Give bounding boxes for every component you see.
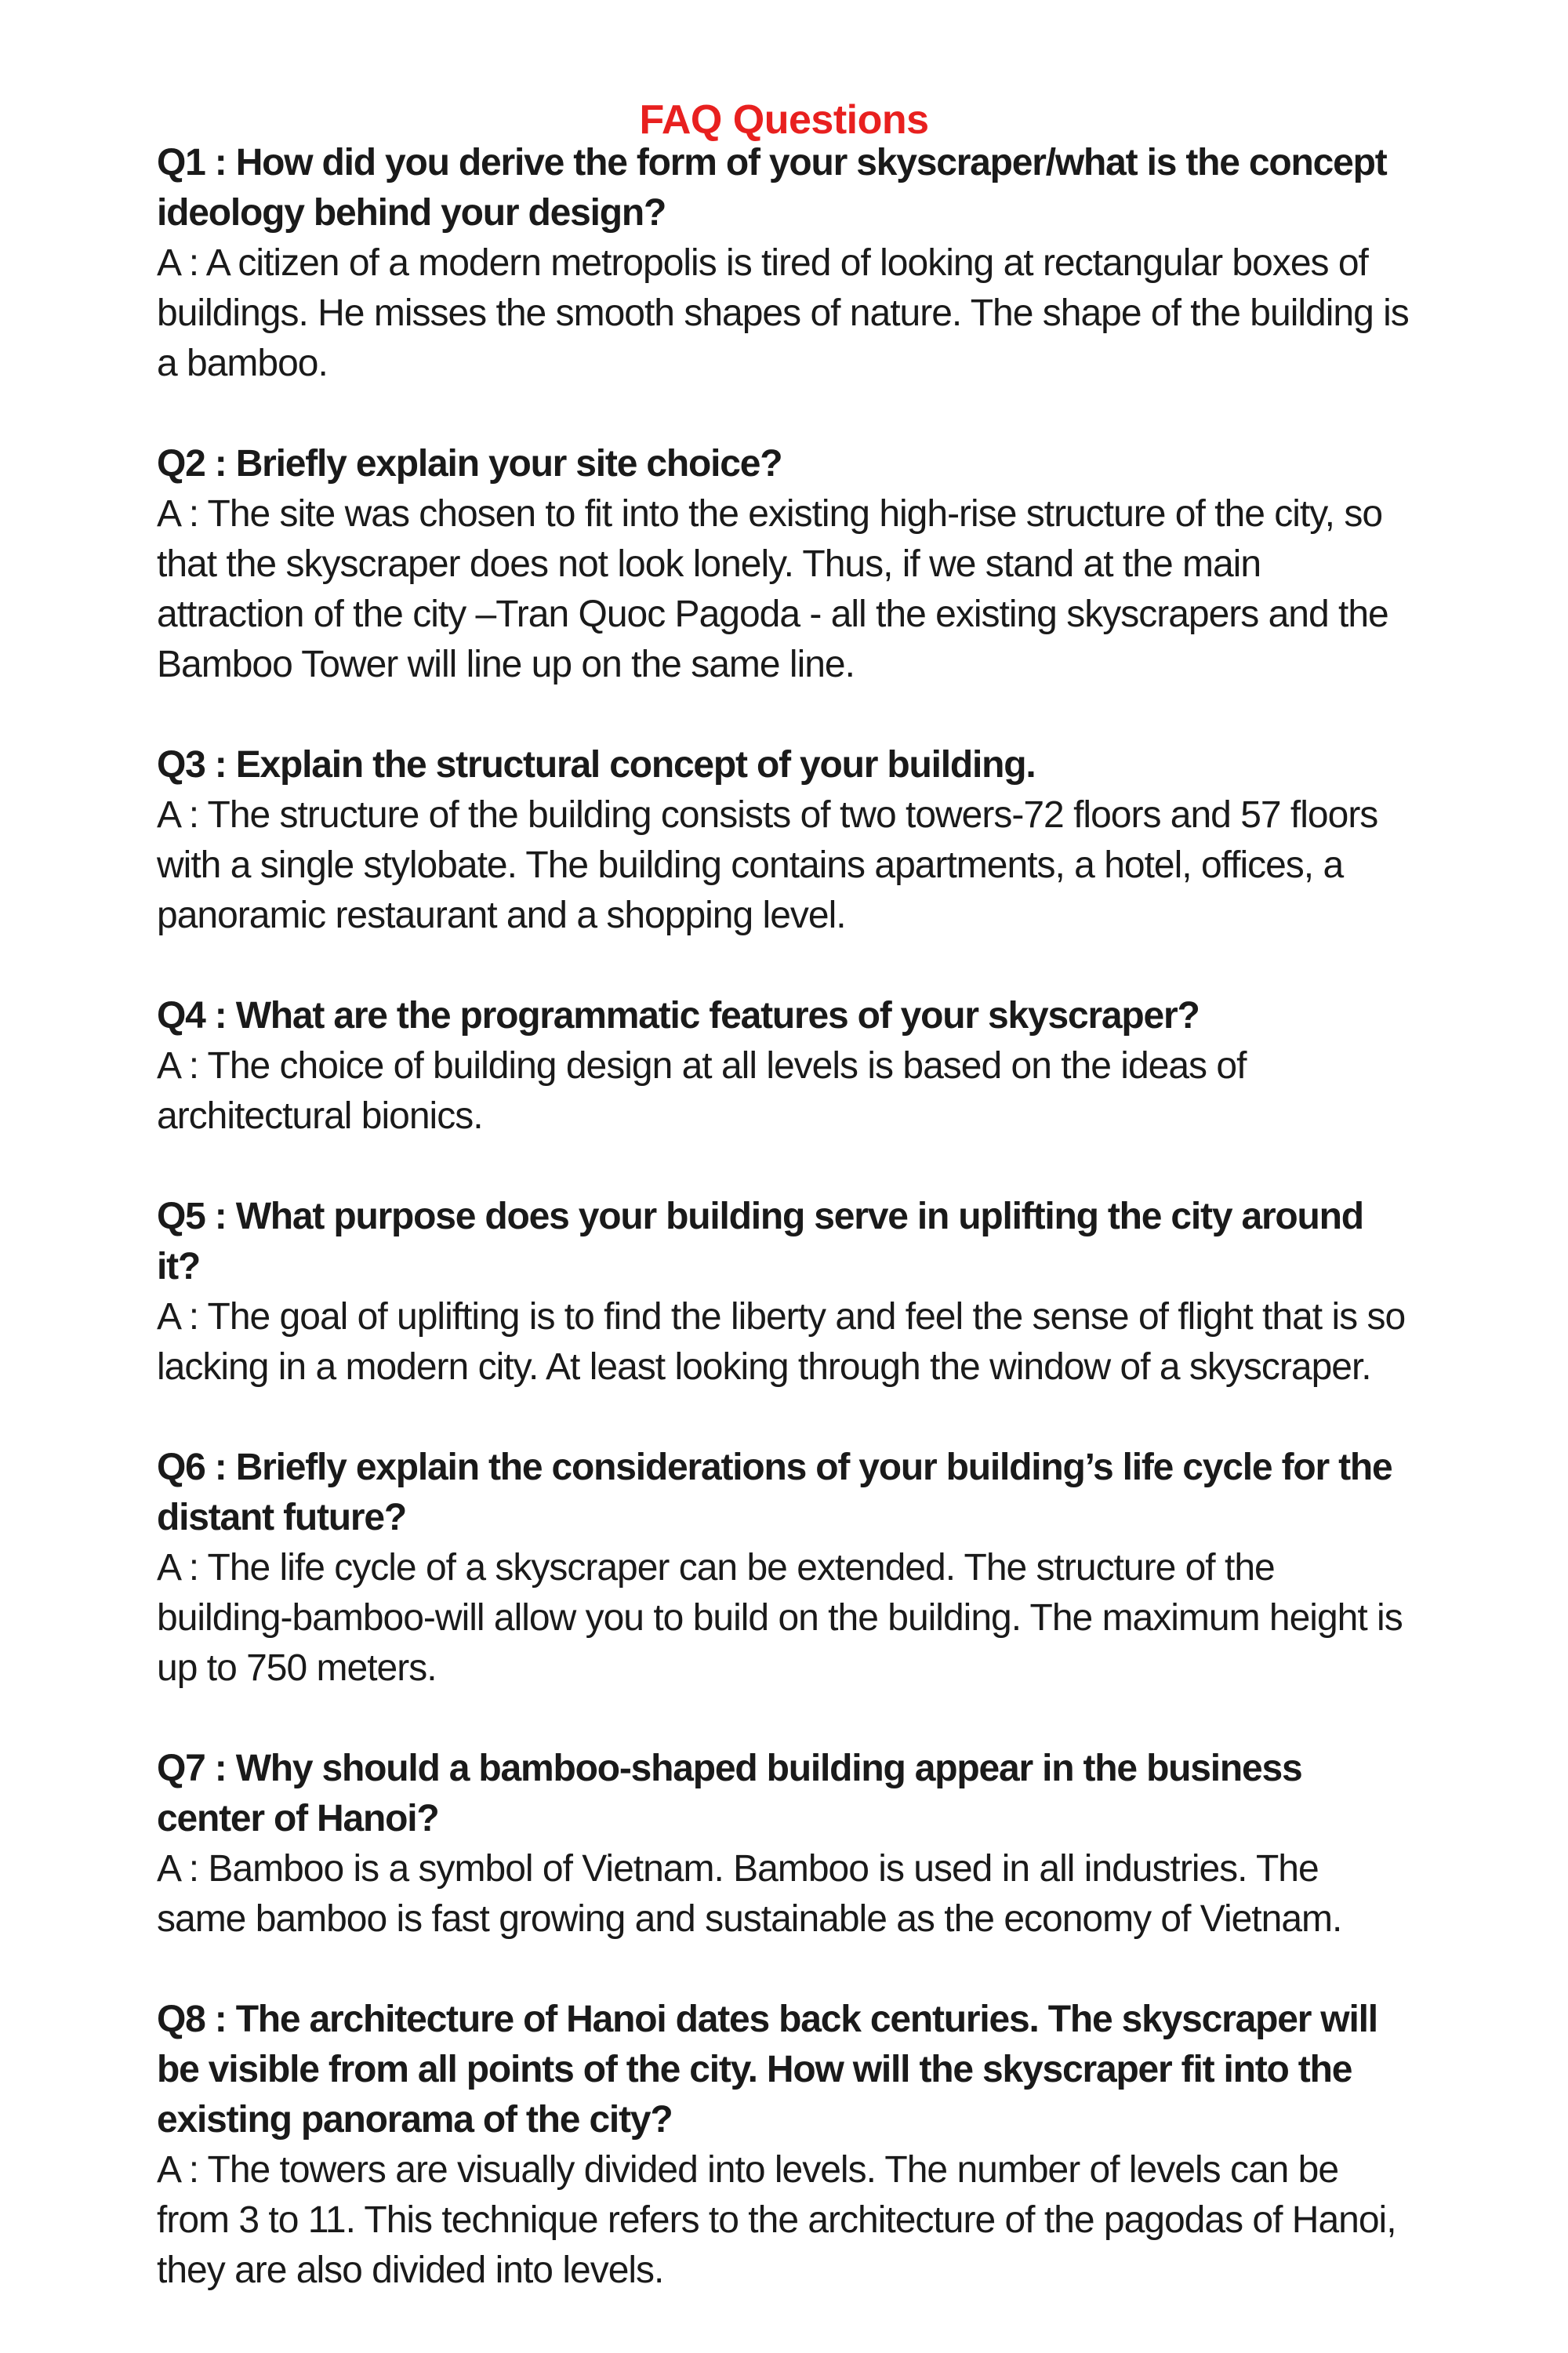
page-title: FAQ Questions — [639, 96, 929, 143]
faq-answer-6: A : The life cycle of a skyscraper can be extended. The structure of the building-bamboo-will allow you to build on the building. The maximum height is up to 750 meters. — [157, 1547, 1403, 1689]
faq-question-8: Q8 : The architecture of Hanoi dates back centuries. The skyscraper will be visible from all points of the city. How will the skyscraper fit into the existing panorama of the city? — [157, 1999, 1377, 2141]
faq-question-7: Q7 : Why should a bamboo-shaped building appear in the business center of Hanoi? — [157, 1748, 1302, 1839]
faq-item-6 — [157, 1443, 1411, 1694]
faq-item-2 — [157, 439, 1411, 690]
faq-question-1: Q1 : How did you derive the form of your skyscraper/what is the concept ideology behind your design? — [157, 142, 1387, 234]
faq-item-3 — [157, 740, 1411, 941]
faq-item-5 — [157, 1192, 1411, 1393]
faq-answer-8: A : The towers are visually divided into levels. The number of levels can be from 3 to 11. This technique refers to the architecture of the pagodas of Hanoi, they are also divided into levels. — [157, 2149, 1396, 2291]
faq-question-4: Q4 : What are the programmatic features of your skyscraper? — [157, 995, 1200, 1037]
faq-answer-7: A : Bamboo is a symbol of Vietnam. Bamboo is used in all industries. The same bamboo is fast growing and sustainable as the economy of Vietnam. — [157, 1848, 1342, 1940]
faq-item-1 — [157, 138, 1411, 389]
faq-item-7 — [157, 1744, 1411, 1944]
faq-question-3: Q3 : Explain the structural concept of your building. — [157, 744, 1036, 786]
faq-question-5: Q5 : What purpose does your building serve in uplifting the city around it? — [157, 1196, 1363, 1287]
faq-item-4 — [157, 991, 1411, 1142]
faq-list — [157, 138, 1411, 2346]
faq-question-2: Q2 : Briefly explain your site choice? — [157, 443, 782, 485]
faq-answer-3: A : The structure of the building consists of two towers-72 floors and 57 floors with a single stylobate. The building contains apartments, a hotel, offices, a panoramic restaurant and a shopping level. — [157, 794, 1378, 936]
faq-answer-4: A : The choice of building design at all levels is based on the ideas of architectural bionics. — [157, 1045, 1247, 1137]
faq-question-6: Q6 : Briefly explain the considerations of your building’s life cycle for the distant future? — [157, 1447, 1392, 1538]
faq-answer-1: A : A citizen of a modern metropolis is tired of looking at rectangular boxes of buildings. He misses the smooth shapes of nature. The shape of the building is a bamboo. — [157, 242, 1409, 384]
faq-answer-2: A : The site was chosen to fit into the existing high-rise structure of the city, so that the skyscraper does not look lonely. Thus, if we stand at the main attraction of the city –Tran Quoc Pagoda - all the existing skyscrapers and the Bamboo Tower will line up on the same line. — [157, 493, 1388, 685]
faq-item-8 — [157, 1995, 1411, 2296]
faq-answer-5: A : The goal of uplifting is to find the liberty and feel the sense of flight that is so lacking in a modern city. At least looking through the window of a skyscraper. — [157, 1296, 1406, 1388]
